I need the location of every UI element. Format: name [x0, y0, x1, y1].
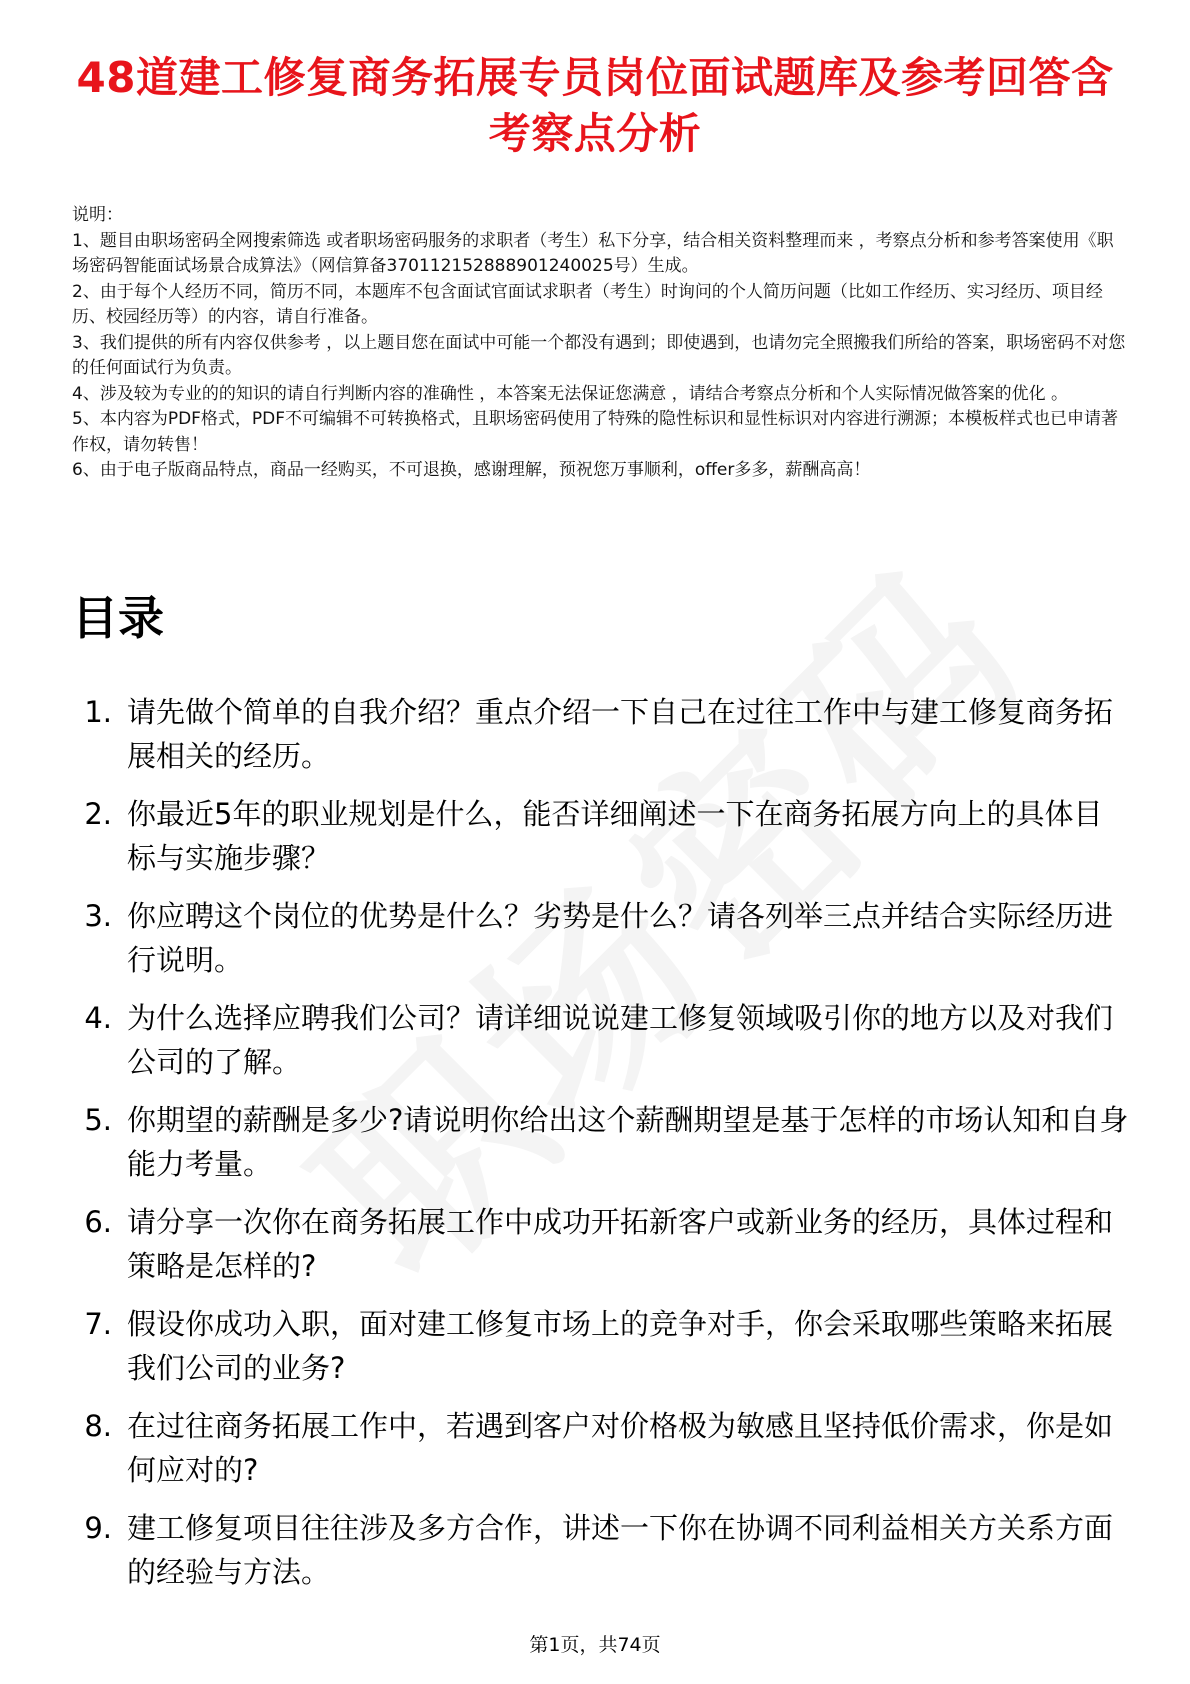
toc-item-number: 9.: [84, 1511, 112, 1545]
toc-item-text: 你期望的薪酬是多少?请说明你给出这个薪酬期望是基于怎样的市场认知和自身能力考量。: [127, 1103, 1129, 1181]
toc-item[interactable]: [72, 1404, 1130, 1492]
note-item: 2、由于每个人经历不同，简历不同，本题库不包含面试官面试求职者（考生）时询问的个人简历问题（比如工作经历、实习经历、项目经历、校园经历等）的内容，请自行准备。: [72, 281, 1103, 327]
toc-item[interactable]: [72, 690, 1130, 778]
toc-item-text: 为什么选择应聘我们公司？请详细说说建工修复领域吸引你的地方以及对我们公司的了解。: [127, 1001, 1114, 1079]
toc-item-number: 8.: [84, 1409, 112, 1443]
toc-item-text: 你应聘这个岗位的优势是什么？劣势是什么？请各列举三点并结合实际经历进行说明。: [127, 899, 1114, 977]
toc-item[interactable]: [72, 1506, 1130, 1594]
toc-item-number: 6.: [84, 1205, 112, 1239]
toc-item[interactable]: [72, 894, 1130, 982]
note-item: 6、由于电子版商品特点，商品一经购买，不可退换，感谢理解，预祝您万事顺利，offer多多，薪酬高高！: [72, 460, 871, 480]
document-title: 48道建工修复商务拓展专员岗位面试题库及参考回答含考察点分析: [76, 53, 1114, 158]
note-item: 3、我们提供的所有内容仅供参考 ，以上题目您在面试中可能一个都没有遇到；即使遇到，也请勿完全照搬我们所给的答案，职场密码不对您的任何面试行为负责。: [72, 332, 1126, 378]
toc-item-text: 建工修复项目往往涉及多方合作，讲述一下你在协调不同利益相关方关系方面的经验与方法。: [127, 1511, 1114, 1589]
toc-list: [72, 690, 1130, 1608]
page-number: 第1页，共74页: [529, 1634, 661, 1656]
notes-section: [72, 203, 1130, 484]
notes-label: 说明：: [72, 205, 123, 225]
toc-item-text: 请分享一次你在商务拓展工作中成功开拓新客户或新业务的经历，具体过程和策略是怎样的?: [127, 1205, 1114, 1283]
note-item: 1、题目由职场密码全网搜索筛选 或者职场密码服务的求职者（考生）私下分享，结合相关资料整理而来 ，考察点分析和参考答案使用《职场密码智能面试场景合成算法》（网信算备370112152888901240025号）生成。: [72, 230, 1114, 276]
toc-item-text: 请先做个简单的自我介绍？重点介绍一下自己在过往工作中与建工修复商务拓展相关的经历。: [127, 695, 1114, 773]
toc-item-number: 7.: [84, 1307, 112, 1341]
toc-item[interactable]: [72, 996, 1130, 1084]
toc-item-number: 1.: [84, 695, 112, 729]
note-item: 5、本内容为PDF格式，PDF不可编辑不可转换格式，且职场密码使用了特殊的隐性标识和显性标识对内容进行溯源；本模板样式也已申请著作权，请勿转售！: [72, 409, 1119, 455]
toc-item-number: 3.: [84, 899, 112, 933]
toc-item-number: 2.: [84, 797, 112, 831]
note-item: 4、涉及较为专业的的知识的请自行判断内容的准确性 ，本答案无法保证您满意 ，请结合考察点分析和个人实际情况做答案的优化 。: [72, 383, 1069, 404]
toc-item-number: 5.: [84, 1103, 112, 1137]
toc-heading: 目录: [72, 591, 164, 645]
toc-item-text: 在过往商务拓展工作中，若遇到客户对价格极为敏感且坚持低价需求，你是如何应对的?: [127, 1409, 1114, 1487]
toc-item[interactable]: [72, 792, 1130, 880]
toc-item-text: 假设你成功入职，面对建工修复市场上的竞争对手，你会采取哪些策略来拓展我们公司的业务?: [127, 1307, 1114, 1385]
toc-item[interactable]: [72, 1098, 1130, 1186]
toc-item-text: 你最近5年的职业规划是什么，能否详细阐述一下在商务拓展方向上的具体目标与实施步骤？: [127, 797, 1103, 875]
toc-item[interactable]: [72, 1200, 1130, 1288]
toc-item[interactable]: [72, 1302, 1130, 1390]
toc-item-number: 4.: [84, 1001, 112, 1035]
